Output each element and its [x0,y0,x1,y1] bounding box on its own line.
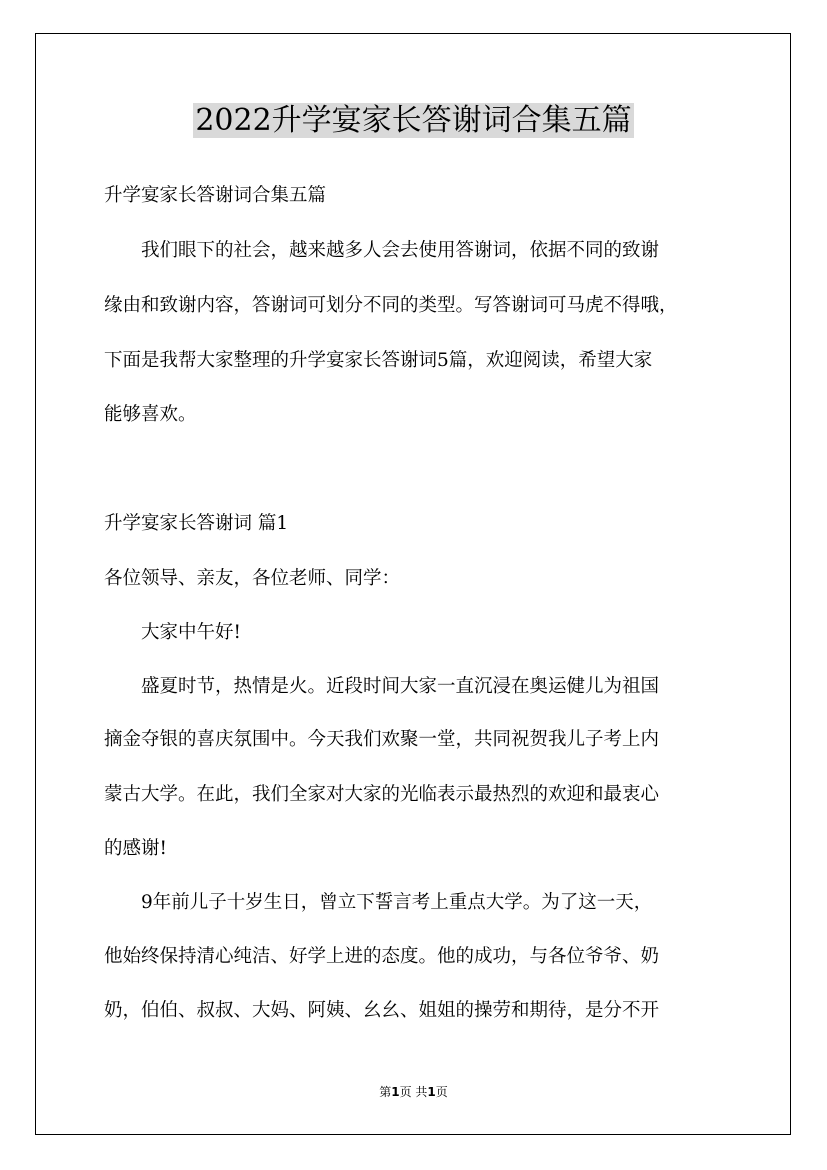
greeting: 大家中午好! [141,622,241,643]
document-title-text: 2022升学宴家长答谢词合集五篇 [195,103,632,138]
intro-line: 下面是我帮大家整理的升学宴家长答谢词5篇，欢迎阅读，希望大家 [104,350,653,371]
section-heading: 升学宴家长答谢词 篇1 [104,513,289,534]
document-subtitle: 升学宴家长答谢词合集五篇 [104,185,327,206]
salutation: 各位领导、亲友，各位老师、同学： [104,568,401,589]
intro-line: 我们眼下的社会，越来越多人会去使用答谢词，依据不同的致谢 [141,240,660,261]
paragraph-line: 盛夏时节，热情是火。近段时间大家一直沉浸在奥运健儿为祖国 [141,676,660,697]
footer-mid: 页 共 [399,1085,428,1099]
paragraph-line: 9年前儿子十岁生日，曾立下誓言考上重点大学。为了这一天， [141,892,653,913]
footer-prefix: 第 [379,1085,392,1099]
footer-suffix: 页 [435,1085,448,1099]
footer-page-number: 1 [391,1085,400,1099]
intro-line: 缘由和致谢内容，答谢词可划分不同的类型。写答谢词可马虎不得哦， [104,295,678,316]
paragraph-line: 他始终保持清心纯洁、好学上进的态度。他的成功，与各位爷爷、奶 [104,946,660,967]
paragraph-line: 奶，伯伯、叔叔、大妈、阿姨、幺幺、姐姐的操劳和期待，是分不开 [104,1000,660,1021]
document-title [0,101,827,141]
footer-total-pages: 1 [427,1085,436,1099]
paragraph-line: 摘金夺银的喜庆氛围中。今天我们欢聚一堂，共同祝贺我儿子考上内 [104,729,660,750]
intro-line: 能够喜欢。 [104,404,197,425]
page-footer [0,1083,827,1100]
paragraph-line: 蒙古大学。在此，我们全家对大家的光临表示最热烈的欢迎和最衷心 [104,784,660,805]
paragraph-line: 的感谢! [104,838,167,859]
